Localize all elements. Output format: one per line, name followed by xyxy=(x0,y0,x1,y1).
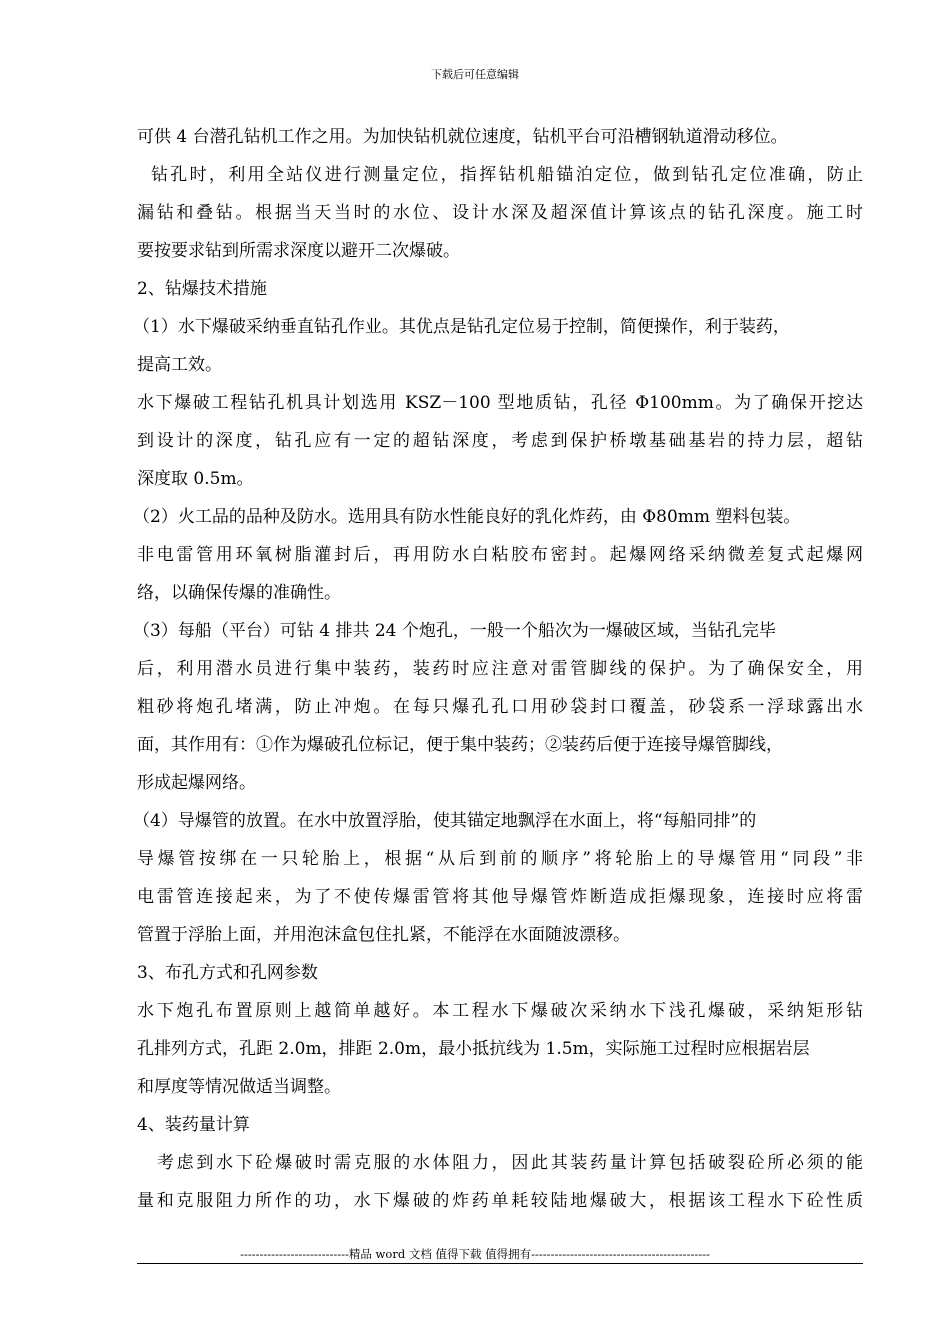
text-line: （1）水下爆破采纳垂直钻孔作业。其优点是钻孔定位易于控制，简便操作，利于装药， xyxy=(133,317,790,337)
text-line: 2、钻爆技术措施 xyxy=(137,279,267,299)
page-footer: ----------------------------精品 word 文档 值得下载 值得拥有---------------------------------------------- xyxy=(240,1247,710,1261)
text-line: （2）火工品的品种及防水。选用具有防水性能良好的乳化炸药，由 Φ80mm 塑料包装。 xyxy=(133,507,801,527)
text-line: 络，以确保传爆的准确性。 xyxy=(137,583,341,603)
text-line: 量和克服阻力所作的功，水下爆破的炸药单耗较陆地爆破大，根据该工程水下砼性质 xyxy=(137,1191,863,1211)
text-line: 和厚度等情况做适当调整。 xyxy=(137,1077,341,1097)
text-line: 管置于浮胎上面，并用泡沫盒包住扎紧，不能浮在水面随波漂移。 xyxy=(137,925,630,945)
text-line: 漏钻和叠钻。根据当天当时的水位、设计水深及超深值计算该点的钻孔深度。施工时 xyxy=(137,203,863,223)
page-header: 下载后可任意编辑 xyxy=(431,68,519,81)
text-line: 后，利用潜水员进行集中装药，装药时应注意对雷管脚线的保护。为了确保安全，用 xyxy=(137,659,863,679)
text-line: （4）导爆管的放置。在水中放置浮胎，使其锚定地飘浮在水面上，将“每船同排”的 xyxy=(133,811,757,831)
text-line: 3、布孔方式和孔网参数 xyxy=(137,963,318,983)
text-line: 孔排列方式，孔距 2.0m，排距 2.0m，最小抵抗线为 1.5m，实际施工过程时应根据岩层 xyxy=(137,1039,810,1059)
text-line: 形成起爆网络。 xyxy=(137,773,256,793)
text-line: 提高工效。 xyxy=(137,355,222,375)
text-line: 深度取 0.5m。 xyxy=(137,469,254,489)
text-line: 考虑到水下砼爆破时需克服的水体阻力，因此其装药量计算包括破裂砼所必须的能 xyxy=(157,1153,863,1173)
body-text xyxy=(133,122,863,1224)
text-line: 要按要求钻到所需求深度以避开二次爆破。 xyxy=(137,241,460,261)
text-line: （3）每船（平台）可钻 4 排共 24 个炮孔，一般一个船次为一爆破区域，当钻孔完毕 xyxy=(133,621,776,641)
text-line: 非电雷管用环氧树脂灌封后，再用防水白粘胶布密封。起爆网络采纳微差复式起爆网 xyxy=(137,545,863,565)
text-line: 面，其作用有：①作为爆破孔位标记，便于集中装药；②装药后便于连接导爆管脚线， xyxy=(137,735,783,755)
text-line: 钻孔时，利用全站仪进行测量定位，指挥钻机船锚泊定位，做到钻孔定位准确，防止 xyxy=(151,165,863,185)
text-line: 4、装药量计算 xyxy=(137,1115,250,1135)
text-line: 导爆管按绑在一只轮胎上，根据“从后到前的顺序”将轮胎上的导爆管用“同段”非 xyxy=(137,849,863,869)
text-line: 到设计的深度，钻孔应有一定的超钻深度，考虑到保护桥墩基础基岩的持力层，超钻 xyxy=(137,431,863,451)
text-line: 可供 4 台潜孔钻机工作之用。为加快钻机就位速度，钻机平台可沿槽钢轨道滑动移位。 xyxy=(137,127,788,147)
footer-rule xyxy=(137,1263,863,1264)
text-line: 电雷管连接起来，为了不使传爆雷管将其他导爆管炸断造成拒爆现象，连接时应将雷 xyxy=(137,887,863,907)
text-line: 水下爆破工程钻孔机具计划选用 KSZ－100 型地质钻，孔径 Φ100mm。为了确保开挖达 xyxy=(137,393,863,413)
text-line: 粗砂将炮孔堵满，防止冲炮。在每只爆孔孔口用砂袋封口覆盖，砂袋系一浮球露出水 xyxy=(137,697,863,717)
text-line: 水下炮孔布置原则上越简单越好。本工程水下爆破次采纳水下浅孔爆破，采纳矩形钻 xyxy=(137,1001,863,1021)
